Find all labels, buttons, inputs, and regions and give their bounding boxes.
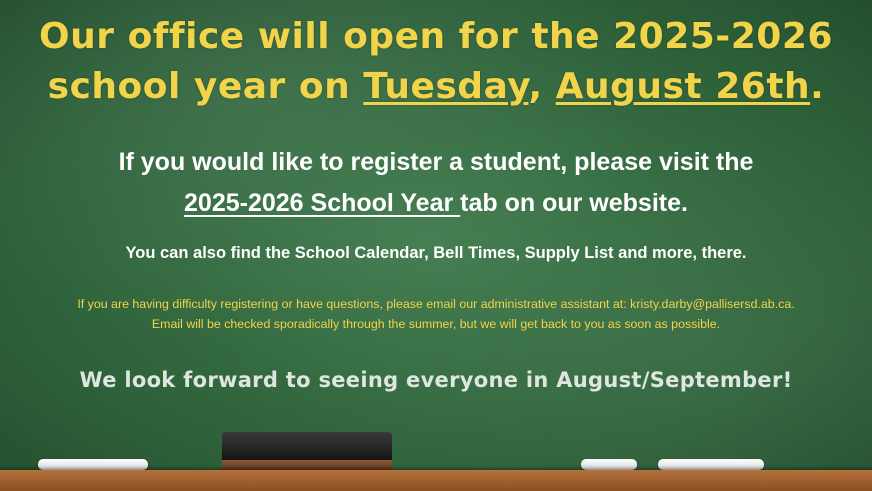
register-line-1: If you would like to register a student, please visit the (118, 148, 754, 176)
chalk-stick-left (38, 459, 148, 470)
eraser-felt (222, 432, 392, 460)
opening-announcement (0, 12, 872, 112)
closing-message: We look forward to seeing everyone in August/September! (79, 368, 793, 392)
registration-notice (0, 142, 872, 224)
register-suffix: tab on our website. (460, 189, 688, 217)
opening-line-2 (0, 62, 872, 112)
chalk-stick-right (658, 459, 764, 470)
opening-date: August 26th (555, 66, 811, 107)
opening-line-1: Our office will open for the 2025-2026 (39, 16, 833, 57)
eraser-handle (222, 460, 392, 470)
register-line-2 (0, 183, 872, 224)
contact-line-1: If you are having difficulty registering or have questions, please email our administrative assistant at: kristy.darby@pallisersd.ab.ca. (77, 297, 795, 311)
school-year-tab-link[interactable]: 2025-2026 School Year (184, 189, 461, 217)
opening-end: . (810, 66, 825, 107)
chalk-ledge (0, 470, 872, 491)
contact-note (0, 294, 872, 334)
opening-separator: , (528, 66, 556, 107)
opening-line-2-prefix: school year on (47, 66, 364, 107)
contact-line-2: Email will be checked sporadically through the summer, but we will get back to you as soon as possible. (151, 317, 721, 331)
chalk-stick-short (581, 459, 637, 470)
opening-day: Tuesday (363, 66, 529, 107)
chalkboard-eraser (222, 432, 392, 470)
resources-note: You can also find the School Calendar, Bell Times, Supply List and more, there. (125, 244, 747, 262)
